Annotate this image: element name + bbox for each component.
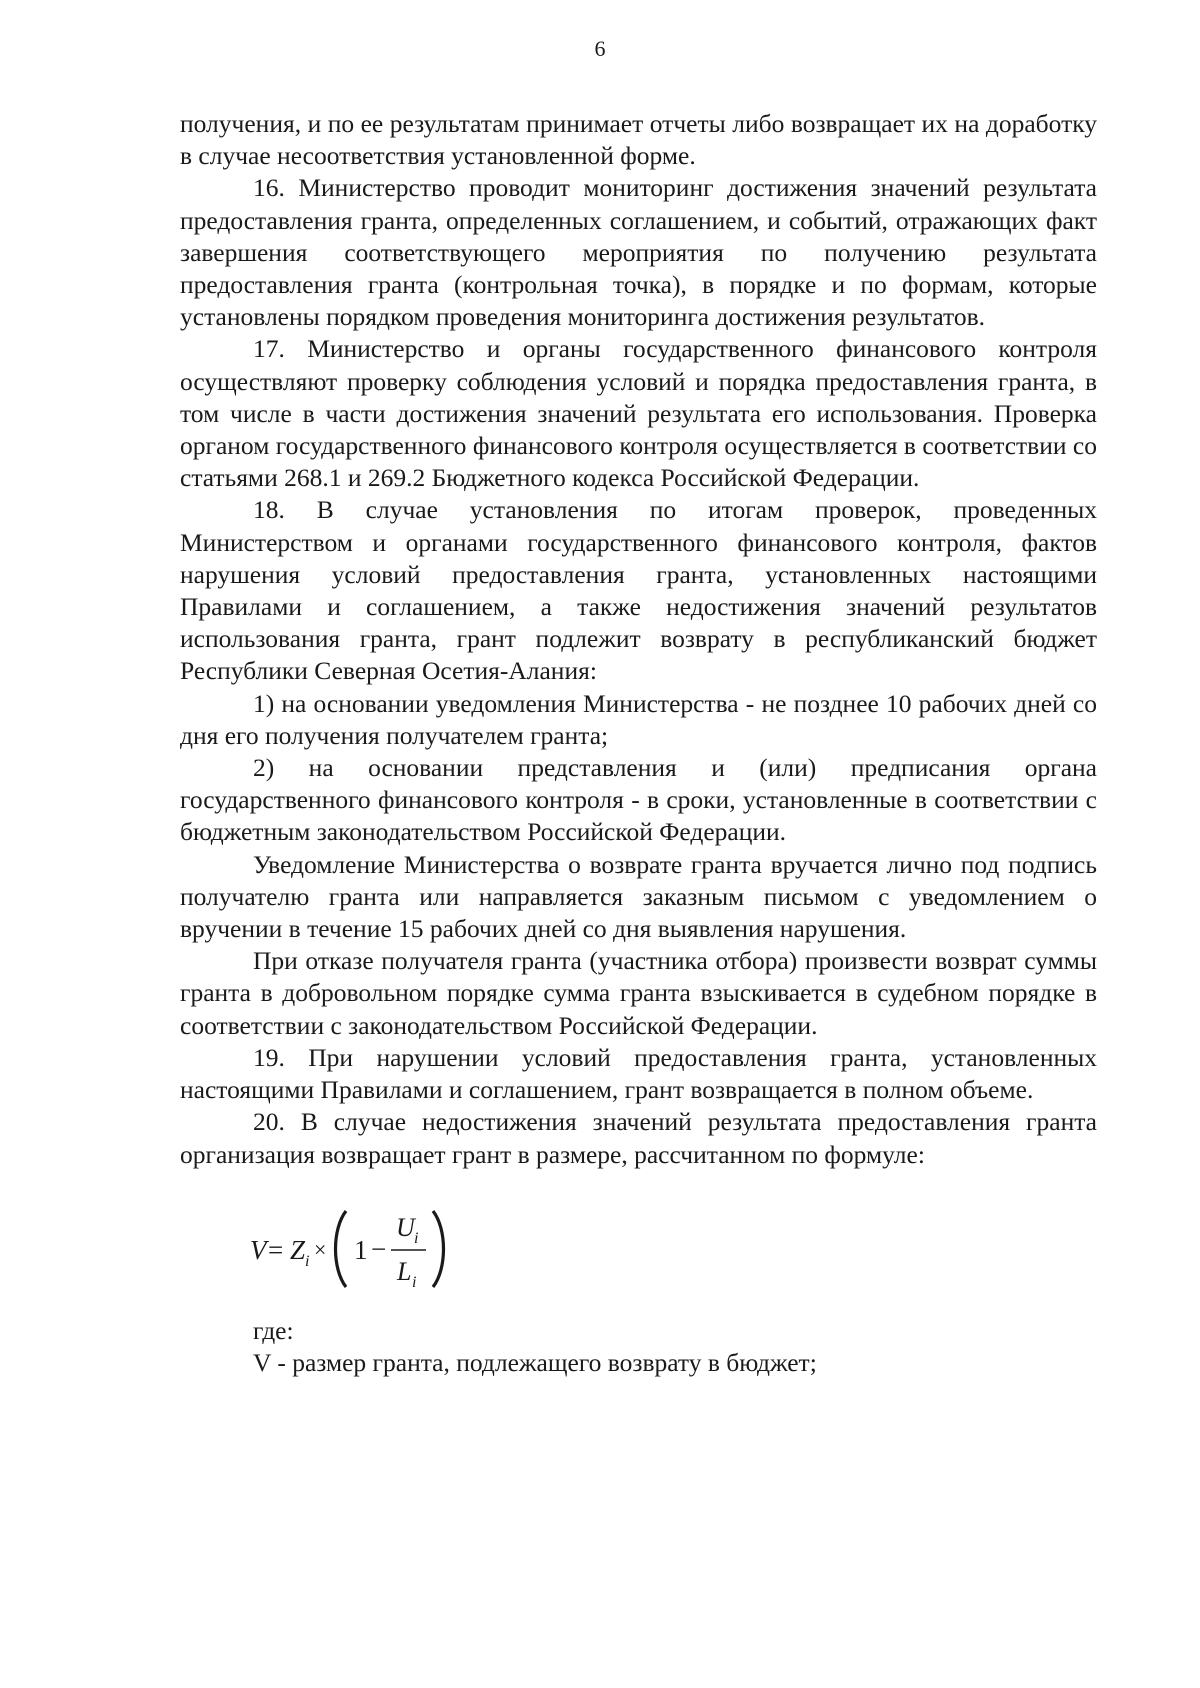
formula-left-paren: [336, 1211, 347, 1287]
paragraph-p-refusal: При отказе получателя гранта (участника отбора) произвести возврат суммы гранта в добровольном порядке сумма гранта взыскивается в судебном порядке в соответствии с законодательством Российской Федерации.: [180, 946, 1097, 1040]
formula-right-paren: [433, 1211, 444, 1287]
paragraph-p17: 17. Министерство и органы государственного финансового контроля осуществляют проверку соблюдения условий и порядка предоставления гранта, в том числе в части достижения значений результата его использования. Проверка органом государственного финансового контроля осуществляется в соответствии со статьями 268.1 и 269.2 Бюджетного кодекса Российской Федерации.: [180, 334, 1097, 493]
paragraph-p20: 20. В случае недостижения значений результата предоставления гранта организация возвращает грант в размере, рассчитанном по формуле:: [180, 1107, 1097, 1169]
paragraph-p18: 18. В случае установления по итогам проверок, проведенных Министерством и органами государственного финансового контроля, фактов нарушения условий предоставления гранта, установленных настоящими Правилами и соглашением, а также недостижения значений результатов использования гранта, грант подлежит возврату в республиканский бюджет Республики Северная Осетия-Алания:: [180, 495, 1097, 686]
document-body: [180, 108, 1097, 1379]
page-number: 6: [594, 36, 606, 61]
formula-where-label: где:: [253, 1315, 294, 1345]
paragraph-p18-2: 2) на основании представления и (или) предписания органа государственного финансового контроля - в сроки, установленные в соответствии с бюджетным законодательством Российской Федерации.: [180, 753, 1097, 847]
formula-svg: [250, 1199, 510, 1295]
formula-z-subscript: i: [305, 1252, 310, 1270]
paragraph-p18-1: 1) на основании уведомления Министерства - не позднее 10 рабочих дней со дня его получения получателем гранта;: [180, 688, 1097, 750]
paragraph-list: [180, 108, 1097, 1171]
formula-equals: =: [268, 1234, 284, 1265]
refund-formula: [250, 1199, 1097, 1295]
formula-times: ×: [314, 1236, 327, 1262]
formula-one: 1: [354, 1234, 368, 1265]
formula-z: Z: [290, 1234, 306, 1265]
formula-v: V: [250, 1234, 267, 1265]
formula-u: U: [396, 1212, 415, 1242]
paragraph-p-notice: Уведомление Министерства о возврате гранта вручается лично под подпись получателю гранта или направляется заказным письмом с уведомлением о вручении в течение 15 рабочих дней со дня выявления нарушения.: [180, 849, 1097, 944]
paragraph-p19: 19. При нарушении условий предоставления гранта, установленных настоящими Правилами и соглашением, грант возвращается в полном объеме.: [180, 1042, 1097, 1105]
paragraph-p-continuation: получения, и по ее результатам принимает отчеты либо возвращает их на доработку в случае несоответствия установленной форме.: [180, 109, 1097, 171]
formula-legend: [180, 1315, 1097, 1379]
paragraph-p16: 16. Министерство проводит мониторинг достижения значений результата предоставления гранта, определенных соглашением, и событий, отражающих факт завершения соответствующего мероприятия по получению результата предоставления гранта (контрольная точка), в порядке и по формам, которые установлены порядком проведения мониторинга достижения результатов.: [180, 173, 1097, 332]
formula-l: L: [397, 1256, 412, 1286]
formula-l-subscript: i: [412, 1273, 417, 1291]
formula-u-subscript: i: [414, 1229, 419, 1247]
formula-minus: −: [371, 1233, 387, 1264]
formula-v-definition: V - размер гранта, подлежащего возврату в бюджет;: [253, 1347, 817, 1377]
